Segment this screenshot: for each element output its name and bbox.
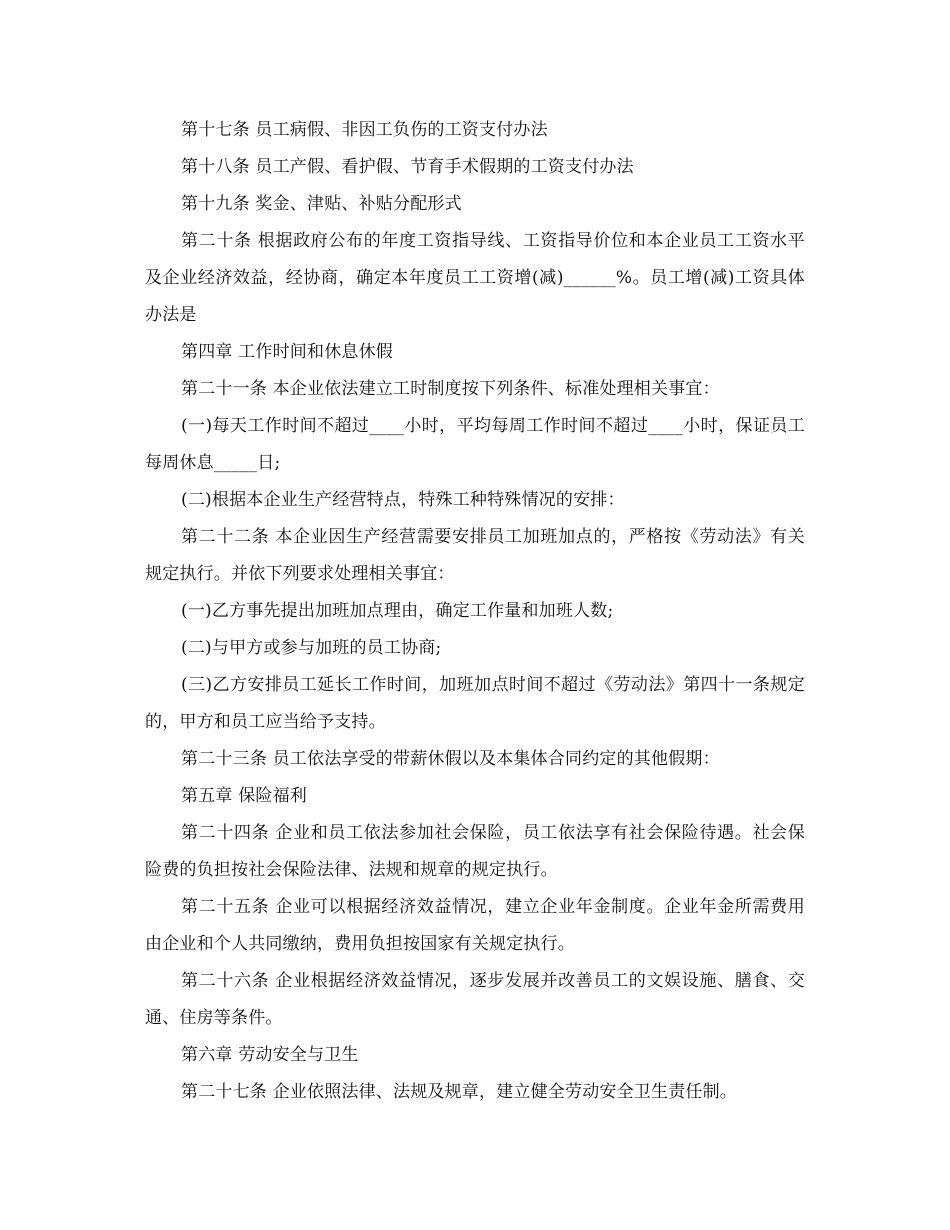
article-24: 第二十四条 企业和员工依法参加社会保险，员工依法享有社会保险待遇。社会保险费的负担按社会保险法律、法规和规章的规定执行。 [145, 823, 805, 880]
article-20: 第二十条 根据政府公布的年度工资指导线、工资指导价位和本企业员工工资水平及企业经济效益，经协商，确定本年度员工工资增(减)______%。员工增(减)工资具体办法是 [145, 231, 805, 325]
article-21-item-2: (二)根据本企业生产经营特点，特殊工种特殊情况的安排： [181, 490, 625, 510]
chapter-6-heading: 第六章 劳动安全与卫生 [181, 1045, 359, 1065]
article-18: 第十八条 员工产假、看护假、节育手术假期的工资支付办法 [181, 157, 634, 177]
article-22-item-1: (一)乙方事先提出加班加点理由，确定工作量和加班人数; [181, 601, 614, 621]
chapter-5-heading: 第五章 保险福利 [181, 786, 308, 806]
article-23: 第二十三条 员工依法享受的带薪休假以及本集体合同约定的其他假期： [181, 749, 720, 769]
article-21-item-1: (一)每天工作时间不超过____小时，平均每周工作时间不超过____小时，保证员工每周休息_____日; [145, 416, 805, 473]
document-page [145, 112, 805, 1111]
article-25: 第二十五条 企业可以根据经济效益情况，建立企业年金制度。企业年金所需费用由企业和个人共同缴纳，费用负担按国家有关规定执行。 [145, 897, 805, 954]
chapter-4-heading: 第四章 工作时间和休息休假 [181, 342, 394, 362]
article-26: 第二十六条 企业根据经济效益情况，逐步发展并改善员工的文娱设施、膳食、交通、住房等条件。 [145, 971, 805, 1028]
article-19: 第十九条 奖金、津贴、补贴分配形式 [181, 194, 462, 214]
article-22: 第二十二条 本企业因生产经营需要安排员工加班加点的，严格按《劳动法》有关规定执行。并依下列要求处理相关事宜： [145, 527, 805, 584]
article-22-item-2: (二)与甲方或参与加班的员工协商; [181, 638, 442, 658]
article-27: 第二十七条 企业依照法律、法规及规章，建立健全劳动安全卫生责任制。 [181, 1082, 738, 1102]
article-22-item-3: (三)乙方安排员工延长工作时间，加班加点时间不超过《劳动法》第四十一条规定的，甲方和员工应当给予支持。 [145, 675, 805, 732]
article-21: 第二十一条 本企业依法建立工时制度按下列条件、标准处理相关事宜： [181, 379, 720, 399]
article-17: 第十七条 员工病假、非因工负伤的工资支付办法 [181, 120, 548, 140]
